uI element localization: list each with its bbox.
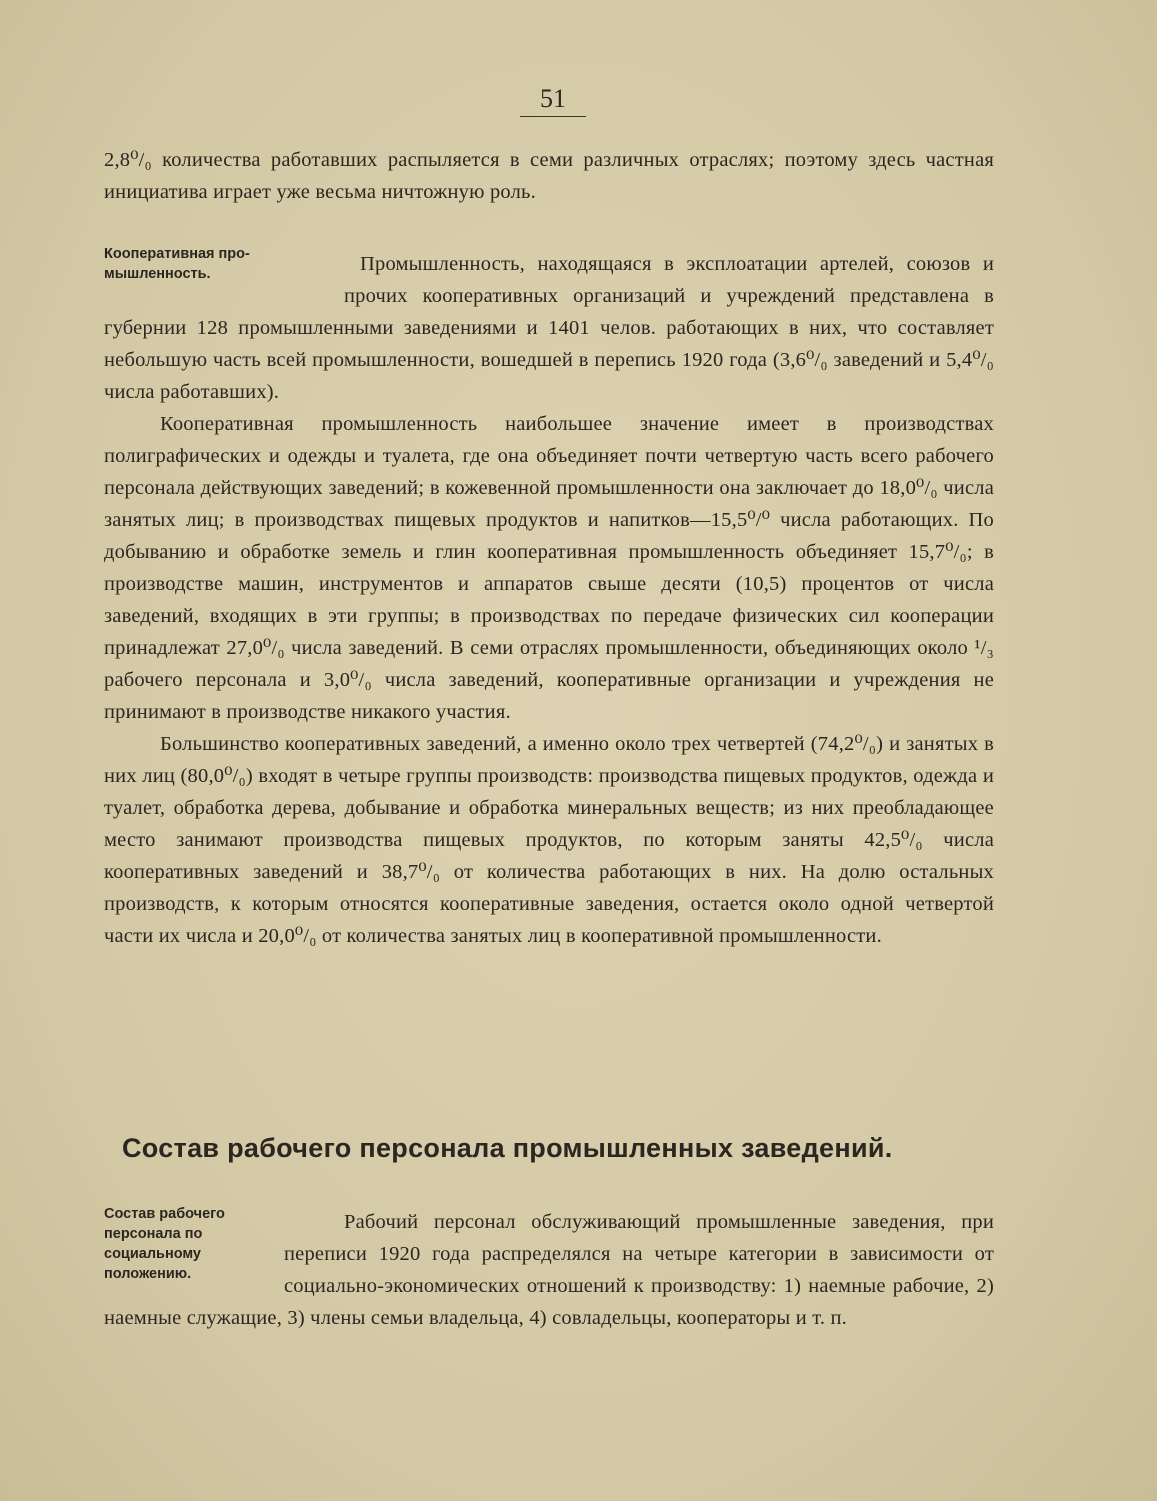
cooperative-paragraph-2: Кооперативная промышленность наибольшее значение имеет в производствах полиграфических и одежды и туалета, где она объединяет почти четвертую часть всего рабочего персонала действующих заведений; в кожевенной промышленности она заключает до 18,0⁰/₀ числа занятых лиц; в производствах пищевых продуктов и напитков—15,5⁰/⁰ числа работающих. По добыванию и обработке земель и глин кооперативная промышленность объединяет 15,7⁰/₀; в производстве машин, инструментов и аппаратов свыше десяти (10,5) процентов от числа заведений, входящих в эти группы; в производствах по передаче физических сил кооперации принадлежат 27,0⁰/₀ числа заведений. В семи отраслях промышленности, объединяющих около ¹/₃ рабочего персонала и 3,0⁰/₀ числа заведений, кооперативные организации и учреждения не принимают в производстве никакого участия. (104, 413, 994, 723)
margin-note-personnel: Состав рабочего персонала по социальному положению. (104, 1206, 225, 1282)
cooperative-paragraph-3: Большинство кооперативных заведений, а именно около трех четвертей (74,2⁰/₀) и занятых в них лиц (80,0⁰/₀) входят в четыре группы производств: производства пищевых продуктов, одежда и туалет, обработка дерева, добывание и обработка минеральных веществ; из них преобладающее место занимают производства пищевых продуктов, по которым заняты 42,5⁰/₀ числа кооперативных заведений и 38,7⁰/₀ от количества работающих в них. На долю остальных производств, к которым относятся кооперативные заведения, остается около одной четвертой части их числа и 20,0⁰/₀ от количества занятых лиц в кооперативной промышленности. (104, 733, 994, 947)
margin-note-cooperative: Кооперативная про- мышленность. (104, 246, 250, 282)
intro-paragraph (104, 144, 994, 208)
margin-note-spacer-2 (104, 1206, 284, 1296)
page-number: 51 (520, 84, 586, 117)
intro-text: 2,8⁰/₀ количества работавших распыляется в семи различных отраслях; поэтому здесь частная инициатива играет уже весьма ничтожную роль. (104, 149, 994, 203)
section-heading: Состав рабочего персонала промышленных заведений. (122, 1133, 893, 1163)
personnel-section (104, 1206, 994, 1334)
margin-note-spacer (104, 248, 344, 308)
personnel-paragraph: Рабочий персонал обслуживающий промышленные заведения, при переписи 1920 года распределялся на четыре категории в зависимости от социально-экономических отношений к производству: 1) наемные рабочие, 2) наемные служащие, 3) члены семьи владельца, 4) совладельцы, кооператоры и т. п. (104, 1211, 994, 1329)
cooperative-paragraph-1: Промышленность, находящаяся в эксплоатации артелей, союзов и прочих кооперативных организаций и учреждений представлена в губернии 128 промышленными заведениями и 1401 челов. работающих в них, что составляет небольшую часть всей промышленности, вошедшей в перепись 1920 года (3,6⁰/₀ заведений и 5,4⁰/₀ числа работавших). (104, 253, 994, 403)
cooperative-section (104, 248, 994, 952)
